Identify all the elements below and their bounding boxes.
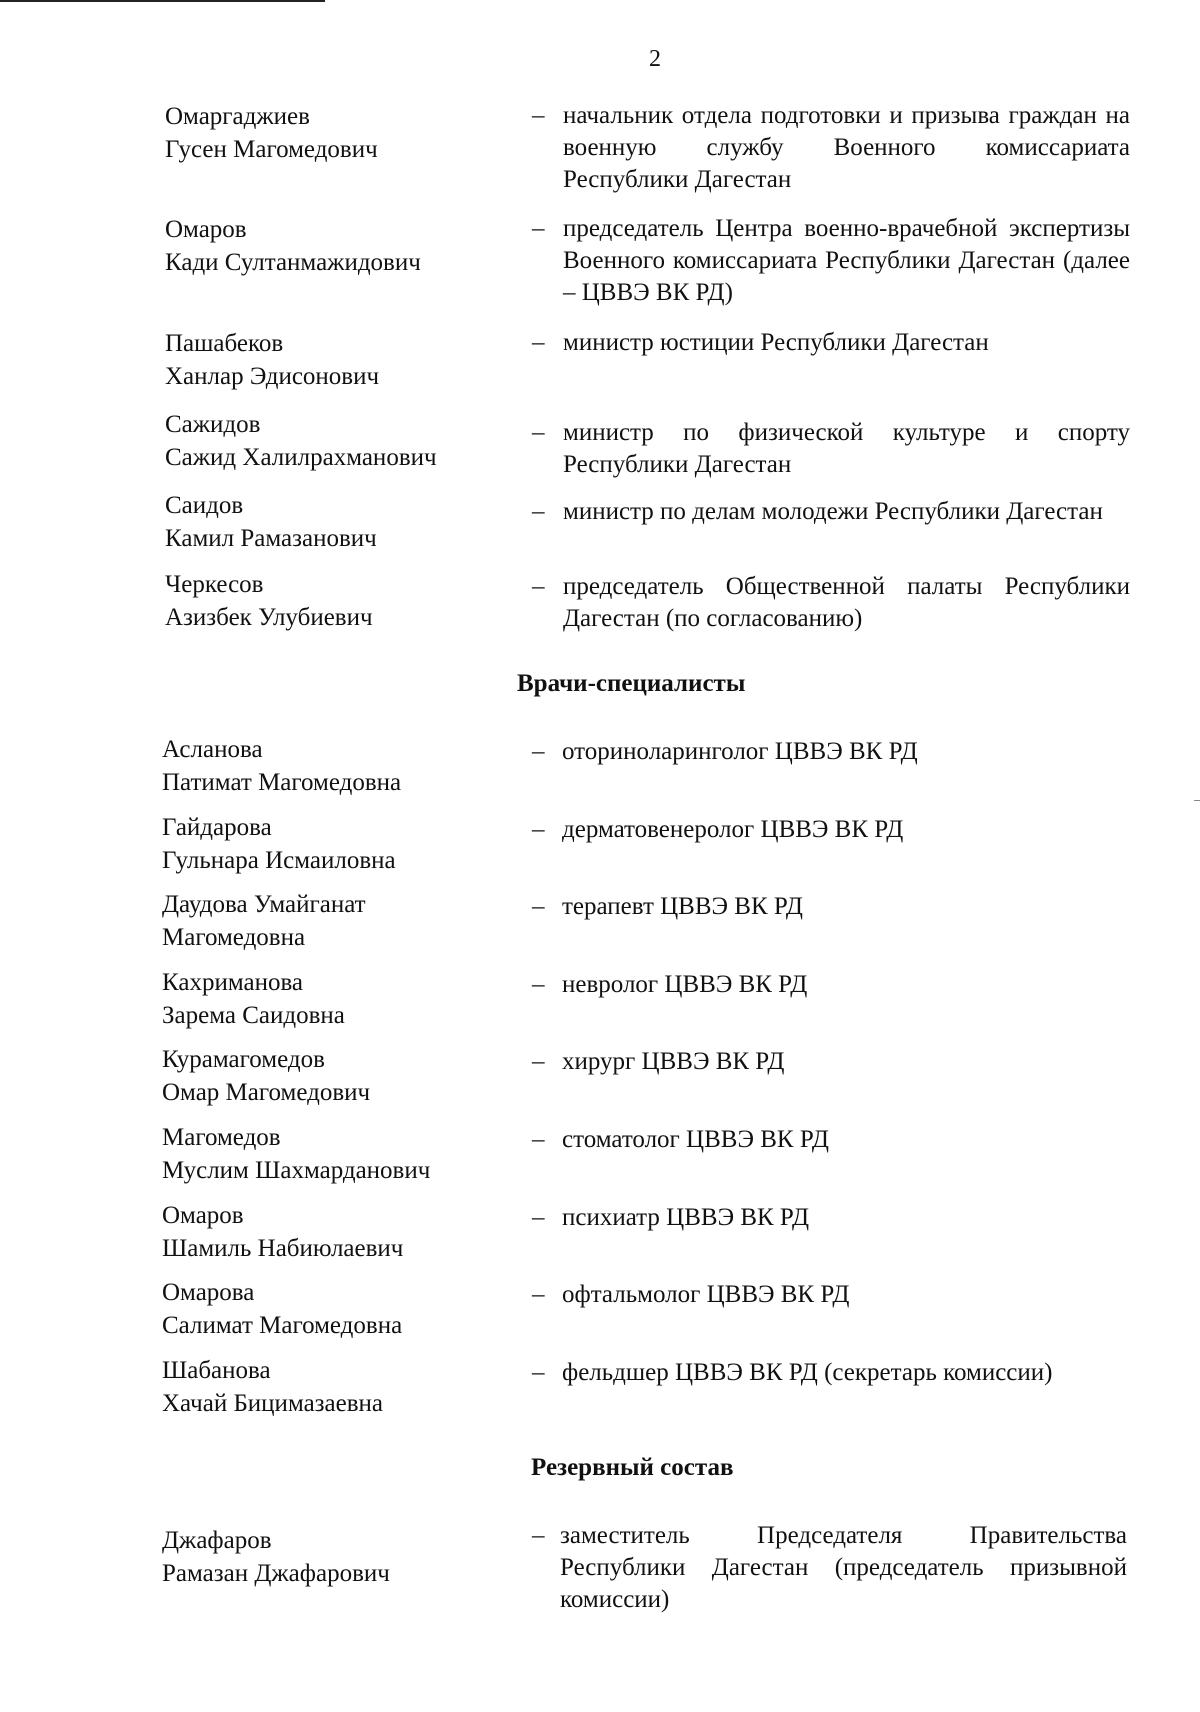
specialist-role	[532, 1279, 1130, 1311]
dash: –	[532, 498, 545, 525]
dash: –	[532, 1126, 545, 1153]
specialist-name	[162, 1043, 370, 1109]
dash: –	[532, 419, 545, 446]
specialist-role	[532, 891, 1130, 923]
member-name	[165, 568, 373, 634]
name-line-2: Патимат Магомедовна	[162, 769, 402, 796]
role-text: терапевт ЦВВЭ ВК РД	[562, 893, 803, 920]
dash: –	[532, 1522, 545, 1549]
dash: –	[532, 329, 545, 356]
surname: Сажидов	[165, 411, 261, 438]
top-rule	[0, 0, 325, 2]
name-line-1: Даудова Умайганат	[162, 891, 366, 918]
role-text: дерматовенеролог ЦВВЭ ВК РД	[562, 816, 904, 843]
name-line-2: Хачай Бицимазаевна	[162, 1390, 384, 1417]
dash: –	[532, 573, 545, 600]
dash: –	[532, 816, 545, 843]
member-role	[532, 417, 1130, 481]
section-heading-reserve: Резервный состав	[531, 1454, 734, 1481]
name-line-1: Курамагомедов	[162, 1046, 325, 1073]
dash: –	[532, 1359, 545, 1386]
role-text: председатель Центра военно-врачебной экспертизы Военного комиссариата Республики Дагестан (далее – ЦВВЭ ВК РД)	[563, 215, 1130, 306]
dash: –	[532, 1204, 545, 1231]
specialist-role	[532, 814, 1130, 846]
specialist-name	[162, 888, 366, 954]
name-line-1: Асланова	[162, 736, 263, 763]
name-line-2: Зарема Саидовна	[162, 1002, 345, 1029]
member-role	[532, 496, 1130, 528]
role-text: министр юстиции Республики Дагестан	[563, 329, 989, 356]
specialist-name	[162, 966, 345, 1032]
specialist-name	[162, 1276, 402, 1342]
given-names: Кади Султанмажидович	[165, 249, 421, 276]
name-line-2: Муслим Шахмарданович	[162, 1157, 431, 1184]
given-names: Азизбек Улубиевич	[165, 604, 373, 631]
name-line-2: Салимат Магомедовна	[162, 1312, 403, 1339]
role-text: фельдшер ЦВВЭ ВК РД (секретарь комиссии)	[562, 1359, 1053, 1386]
surname: Джафаров	[162, 1527, 272, 1554]
dash: –	[532, 893, 545, 920]
role-text: начальник отдела подготовки и призыва граждан на военную службу Военного комиссариата Республики Дагестан	[563, 102, 1130, 193]
name-line-1: Омаров	[162, 1202, 244, 1229]
dash: –	[532, 215, 545, 242]
member-name	[165, 489, 377, 555]
role-text: хирург ЦВВЭ ВК РД	[562, 1048, 785, 1075]
role-text: офтальмолог ЦВВЭ ВК РД	[562, 1281, 850, 1308]
name-line-1: Магомедов	[162, 1124, 281, 1151]
name-line-1: Шабанова	[162, 1357, 271, 1384]
dash: –	[532, 1281, 545, 1308]
member-name	[165, 408, 437, 474]
member-role	[532, 100, 1130, 196]
name-line-2: Шамиль Набиюлаевич	[162, 1235, 404, 1262]
role-text: министр по физической культуре и спорту Республики Дагестан	[563, 419, 1130, 478]
member-role	[532, 213, 1130, 309]
role-text: председатель Общественной палаты Республики Дагестан (по согласованию)	[563, 573, 1130, 632]
role-text: оториноларинголог ЦВВЭ ВК РД	[562, 738, 918, 765]
role-text: психиатр ЦВВЭ ВК РД	[562, 1204, 809, 1231]
specialist-name	[162, 811, 396, 877]
specialist-role	[532, 969, 1130, 1001]
specialist-role	[532, 1046, 1130, 1078]
specialist-name	[162, 1121, 430, 1187]
given-names: Рамазан Джафарович	[162, 1560, 390, 1587]
margin-mark	[1194, 800, 1200, 801]
section-heading-specialists: Врачи-специалисты	[517, 670, 746, 697]
surname: Черкесов	[165, 571, 264, 598]
specialist-role	[532, 1202, 1130, 1234]
name-line-2: Магомедовна	[162, 924, 306, 951]
specialist-name	[162, 1199, 403, 1265]
reserve-name	[162, 1524, 390, 1590]
name-line-1: Кахриманова	[162, 969, 304, 996]
given-names: Сажид Халилрахманович	[165, 444, 437, 471]
name-line-1: Омарова	[162, 1279, 255, 1306]
dash: –	[532, 1048, 545, 1075]
role-text: стоматолог ЦВВЭ ВК РД	[562, 1126, 829, 1153]
member-name	[165, 213, 421, 279]
surname: Саидов	[165, 492, 244, 519]
role-text: министр по делам молодежи Республики Дагестан	[563, 498, 1103, 525]
member-role	[532, 327, 1130, 359]
dash: –	[532, 102, 545, 129]
surname: Омаров	[165, 216, 247, 243]
dash: –	[532, 971, 545, 998]
specialist-name	[162, 733, 401, 799]
given-names: Гусен Магомедович	[165, 136, 378, 163]
specialist-name	[162, 1354, 383, 1420]
name-line-1: Гайдарова	[162, 814, 272, 841]
page-number: 2	[649, 46, 661, 72]
specialist-role	[532, 736, 1130, 768]
member-name	[165, 100, 378, 166]
surname: Пашабеков	[165, 330, 284, 357]
specialist-role	[532, 1124, 1130, 1156]
given-names: Камил Рамазанович	[165, 525, 377, 552]
name-line-2: Гульнара Исмаиловна	[162, 847, 396, 874]
dash: –	[532, 738, 545, 765]
role-text: невролог ЦВВЭ ВК РД	[562, 971, 808, 998]
specialist-role	[532, 1357, 1130, 1389]
member-name	[165, 327, 379, 393]
reserve-role	[532, 1520, 1127, 1616]
member-role	[532, 571, 1130, 635]
given-names: Ханлар Эдисонович	[165, 363, 380, 390]
name-line-2: Омар Магомедович	[162, 1079, 371, 1106]
role-text: заместитель Председателя Правительства Республики Дагестан (председатель призывной комиссии)	[560, 1522, 1127, 1613]
surname: Омаргаджиев	[165, 103, 310, 130]
